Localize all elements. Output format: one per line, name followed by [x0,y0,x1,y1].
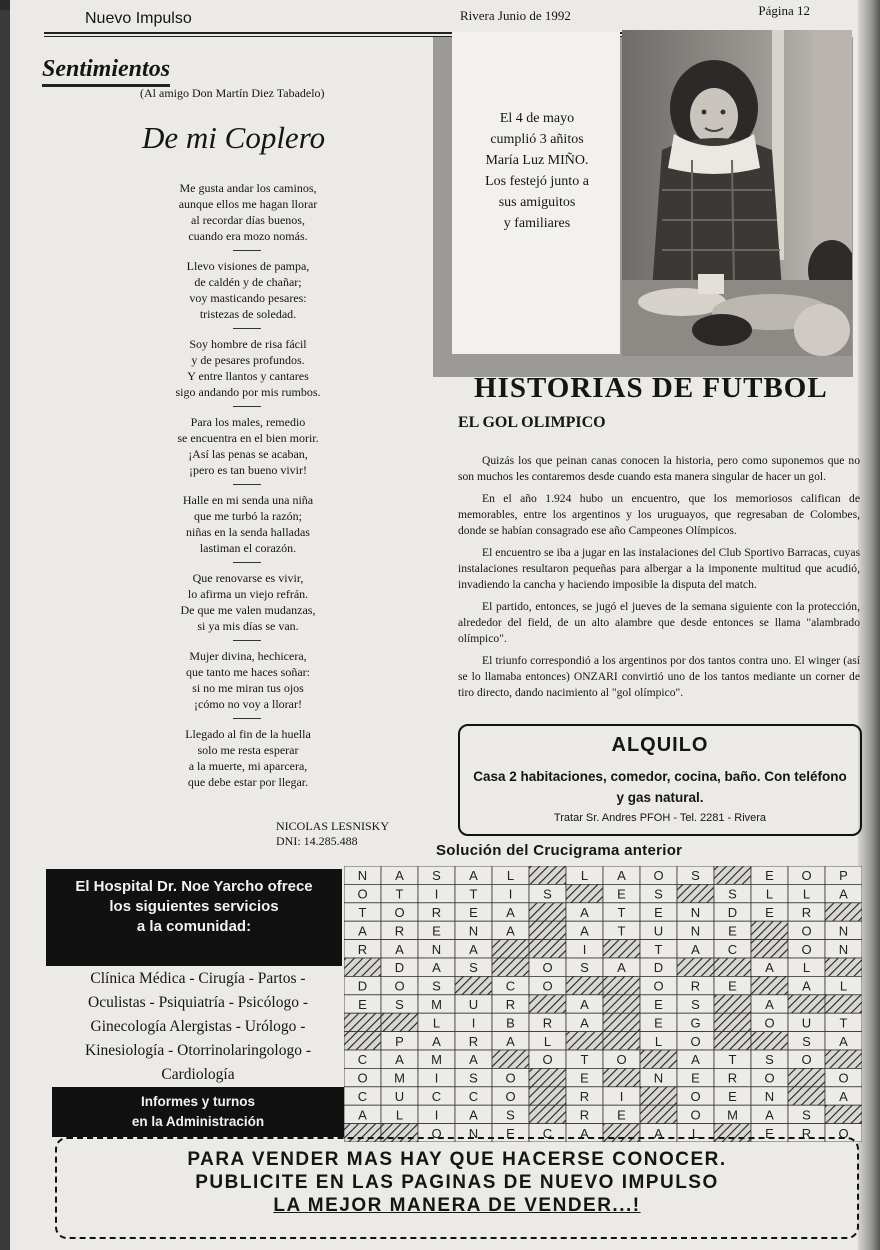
crossword-letter: I [434,886,439,902]
crossword-letter: A [395,1052,404,1068]
crossword-letter: R [801,905,812,920]
crossword-letter: E [728,978,737,994]
crossword-letter: S [469,960,478,976]
poem-line: sigo andando por mis rumbos. [175,385,321,399]
crossword-letter: E [765,868,774,884]
crossword-letter: A [432,960,441,976]
crossword-letter: U [801,1015,812,1031]
poem-dedication: (Al amigo Don Martín Diez Tabadelo) [140,86,325,100]
crossword-letter: A [691,1052,700,1068]
crossword-black-cell [788,995,825,1013]
crossword-letter: S [728,886,737,902]
crossword-letter: C [542,1125,553,1141]
crossword-black-cell [751,976,788,994]
crossword-letter: T [395,886,404,902]
poem-line: Me gusta andar los caminos, [179,181,317,195]
poem-line: Mujer divina, hechicera, [189,649,307,663]
birthday-line: Los festejó junto a [485,174,589,189]
poem-line: Y entre llantos y cantares [187,369,309,383]
crossword-letter: L [506,868,515,884]
poem-author [276,819,389,849]
crossword-letter: U [394,1089,405,1104]
crossword-black-cell [603,1013,640,1031]
crossword-black-cell [825,903,862,921]
crossword-letter: O [505,1089,516,1104]
crossword-black-cell [381,1013,418,1031]
poem-line: si ya mis días se van. [197,619,299,633]
hospital-service-line: Clínica Médica - Cirugía - Partos - [90,970,306,987]
crossword-black-cell [751,940,788,958]
crossword-letter: C [468,1089,479,1104]
crossword-letter: N [838,941,849,957]
crossword-black-cell [788,1068,825,1086]
crossword-letter: E [469,905,478,920]
crossword-letter: A [506,905,515,920]
crossword-letter: E [432,923,441,939]
crossword-letter: N [357,868,368,884]
author-dni: DNI: 14.285.488 [276,834,358,848]
crossword-letter: R [801,1125,812,1141]
poem-stanza [128,648,368,712]
crossword-letter: L [580,868,589,884]
birthday-text [462,108,612,234]
rental-contact: Tratar Sr. Andres PFOH - Tel. 2281 - Rivera [553,812,767,824]
crossword-letter: L [654,1033,663,1049]
crossword-letter: T [469,886,478,902]
crossword-letter: A [395,868,404,884]
crossword-letter: O [838,1125,849,1141]
hospital-service-line: Ginecología Alergistas - Urólogo - [90,1018,306,1035]
crossword-letter: A [469,941,478,957]
crossword-black-cell [529,866,566,884]
crossword-letter: M [431,1052,442,1068]
crossword-black-cell [529,940,566,958]
crossword-black-cell [677,884,714,902]
hospital-heading-box [46,869,342,966]
crossword-black-cell [825,1050,862,1068]
crossword-black-cell [751,1032,788,1050]
crossword-letter: A [617,868,626,884]
crossword-black-cell [603,995,640,1013]
poem-line: a la muerte, mi aparcera, [188,759,308,773]
crossword-letter: E [617,1107,626,1123]
crossword-letter: R [579,1089,590,1104]
crossword-letter: A [691,941,700,957]
crossword-letter: O [394,905,405,920]
crossword-letter: O [764,1015,775,1031]
crossword-black-cell [640,1087,677,1105]
crossword-black-cell [677,958,714,976]
crossword-letter: O [542,960,553,976]
birthday-line: cumplió 3 añitos [490,132,584,147]
crossword-letter: A [469,1052,478,1068]
newspaper-name: Nuevo Impulso [85,10,192,27]
poem-title: De mi Coplero [142,120,326,155]
article-paragraph: En el año 1.924 hubo un encuentro, que los memoriosos califican de memorables, entre los argentinos y los uruguayos, que regresaban de Colombes, donde se habían consagrado ese año Campeones Olímpicos. [458,492,860,537]
crossword-letter: A [506,923,515,939]
crossword-black-cell [529,1087,566,1105]
crossword-letter: C [431,1089,442,1104]
issue-date: Rivera Junio de 1992 [460,8,571,23]
hospital-service-line: Kinesiología - Otorrinolaringologo - [85,1042,311,1059]
crossword-letter: T [617,905,626,920]
crossword-letter: N [838,923,849,939]
poem-line: Llevo visiones de pampa, [186,259,310,273]
crossword-letter: E [654,905,663,920]
crossword-black-cell [455,976,492,994]
crossword-letter: S [432,868,441,884]
crossword-letter: I [471,1015,476,1031]
crossword-black-cell [566,1032,603,1050]
crossword-letter: E [765,905,774,920]
crossword-letter: A [839,1089,848,1104]
crossword-letter: N [431,941,442,957]
crossword-letter: A [432,1033,441,1049]
crossword-letter: N [468,1125,479,1141]
crossword-letter: S [802,1033,811,1049]
crossword-black-cell [529,903,566,921]
crossword-letter: I [619,1089,624,1104]
poem-line: ¡Así las penas se acaban, [188,447,308,461]
crossword-letter: L [691,1125,700,1141]
crossword-letter: S [506,1107,515,1123]
crossword-letter: D [653,960,664,976]
crossword-letter: S [802,1107,811,1123]
crossword-letter: S [691,997,700,1012]
crossword-letter: R [505,997,516,1012]
crossword-letter: D [357,978,368,994]
author-name: NICOLAS LESNISKY [276,819,390,833]
birthday-line: María Luz MIÑO. [485,153,589,168]
poem-stanza [128,258,368,322]
poem-line: Para los males, remedio [190,415,306,429]
crossword-letter: I [508,886,513,902]
hospital-service-line: Oculistas - Psiquiatría - Psicólogo - [88,994,308,1011]
rental-title: ALQUILO [611,734,709,756]
crossword-letter: A [395,941,404,957]
crossword-letter: A [580,1015,589,1031]
crossword-letter: C [727,941,738,957]
crossword-letter: O [690,1107,701,1123]
poem-line: ¡pero es tan bueno vivir! [189,463,307,477]
crossword-letter: A [654,1125,663,1141]
promo-line: PARA VENDER MAS HAY QUE HACERSE CONOCER. [187,1149,727,1170]
crossword-letter: C [357,1089,368,1104]
crossword-black-cell [714,1032,751,1050]
crossword-black-cell [825,958,862,976]
crossword-letter: D [394,960,405,976]
section-title: Sentimientos [42,56,170,87]
poem-line: Soy hombre de risa fácil [189,337,307,351]
crossword-black-cell [603,1068,640,1086]
poem-line: tristezas de soledad. [199,307,297,321]
crossword-letter: U [468,997,479,1012]
crossword-letter: A [765,1107,774,1123]
crossword-black-cell [529,995,566,1013]
football-title: HISTORIAS DE FUTBOL [474,372,828,404]
crossword-letter: C [357,1052,368,1068]
crossword-letter: I [434,1070,439,1086]
hospital-services [48,967,348,1087]
crossword-black-cell [529,1068,566,1086]
crossword-letter: A [802,978,811,994]
crossword-letter: G [690,1015,701,1031]
poem-line: lastiman el corazón. [199,541,297,555]
crossword-letter: I [434,1107,439,1123]
poem-line: cuando era mozo nomás. [188,229,308,243]
hospital-heading-line: los siguientes servicios [109,898,279,915]
crossword-letter: O [690,1033,701,1049]
poem-line: al recordar días buenos, [191,213,305,227]
crossword-letter: A [765,997,774,1012]
crossword-letter: T [654,941,663,957]
poem-line: Halle en mi senda una niña [182,493,314,507]
crossword-black-cell [640,1105,677,1123]
crossword-letter: T [358,905,367,920]
crossword-letter: B [506,1015,515,1031]
crossword-letter: E [580,1070,589,1086]
poem-line: aunque ellos me hagan llorar [178,197,318,211]
crossword-black-cell [603,1032,640,1050]
crossword-grid [344,866,862,1142]
poem-line: que tanto me haces soñar: [186,665,310,679]
poem-stanza [128,336,368,400]
promo-banner [55,1137,859,1239]
crossword-letter: O [801,868,812,884]
page-number: Página 12 [758,3,810,18]
crossword-letter: O [394,978,405,994]
article-paragraph: El partido, entonces, se jugó el jueves de la semana siguiente con la protección, alrededor del field, de un alto alambre que desde entonces se llama "alambrado olímpico". [458,600,860,645]
poem-stanza [128,570,368,634]
crossword-letter: S [432,978,441,994]
crossword-letter: C [505,978,516,994]
poem-line: ¡cómo no voy a llorar! [194,697,302,711]
crossword-letter: R [394,923,405,939]
crossword-letter: E [691,1070,700,1086]
poem-line: y de pesares profundos. [191,353,305,367]
poem-line: que me turbó la razón; [194,509,302,523]
crossword-black-cell [529,1105,566,1123]
crossword-letter: L [432,1015,441,1031]
crossword-black-cell [714,1013,751,1031]
crossword-black-cell [529,921,566,939]
crossword-title: Solución del Crucigrama anterior [436,842,683,859]
crossword-letter: A [580,997,589,1012]
promo-tagline: LA MEJOR MANERA DE VENDER...! [273,1195,641,1216]
hospital-info-box [52,1087,344,1137]
crossword-letter: E [728,923,737,939]
crossword-letter: L [839,978,848,994]
rental-ad [458,724,862,836]
crossword-letter: O [801,923,812,939]
crossword-black-cell [714,866,751,884]
crossword-letter: I [582,941,587,957]
crossword-letter: L [395,1107,404,1123]
birthday-photo [622,30,852,356]
birthday-line: El 4 de mayo [499,111,575,126]
poem-line: se encuentra en el bien morir. [177,431,319,445]
crossword-letter: R [579,1107,590,1123]
crossword-black-cell [566,976,603,994]
poem-stanza [128,414,368,478]
crossword-letter: S [395,997,404,1012]
crossword-letter: S [580,960,589,976]
crossword-letter: A [580,923,589,939]
crossword-letter: A [839,886,848,902]
crossword-letter: N [764,1089,775,1104]
crossword-letter: E [765,1125,774,1141]
page-header [75,3,845,30]
crossword-letter: A [580,905,589,920]
crossword-letter: O [357,1070,368,1086]
football-article [458,453,860,707]
crossword-letter: A [469,1107,478,1123]
article-paragraph: Quizás los que peinan canas conocen la historia, pero como suponemos que no son muchos les contaremos desde cuando esta manera singular de hacer un gol. [458,454,860,483]
crossword-black-cell [751,921,788,939]
crossword-letter: O [616,1052,627,1068]
crossword-letter: L [765,886,774,902]
crossword-letter: O [357,886,368,902]
crossword-letter: O [838,1070,849,1086]
crossword-letter: O [764,1070,775,1086]
crossword-letter: A [469,868,478,884]
article-paragraph: El encuentro se iba a jugar en las instalaciones del Club Sportivo Barracas, cuyas instalaciones resultaron pequeñas para albergar a la imponente multitud que acudió, invadiendo la cancha y haciendo imposible la disputa del match. [458,546,860,591]
crossword-letter: R [542,1015,553,1031]
crossword-black-cell [603,940,640,958]
crossword-letter: E [654,1015,663,1031]
crossword-letter: S [469,1070,478,1086]
crossword-letter: O [542,978,553,994]
crossword-letter: A [358,1107,367,1123]
rental-description: Casa 2 habitaciones, comedor, cocina, baño. Con teléfono y gas natural. [473,769,847,805]
promo-line: PUBLICITE EN LAS PAGINAS DE NUEVO IMPULSO [195,1172,719,1193]
crossword-letter: L [802,960,811,976]
article-paragraph: El triunfo correspondió a los argentinos por dos tantos contra uno. El winger (así se lo llamaba entonces) ONZARI convirtió uno de los tantos mediante un corner de tiro directo, dando nacimiento al "gol olímpico". [458,654,860,699]
crossword-letter: N [690,905,701,920]
crossword-letter: E [358,997,367,1012]
crossword-letter: M [727,1107,738,1123]
crossword-letter: A [506,1033,515,1049]
poem-line: que debe estar por llegar. [187,775,309,789]
crossword-letter: M [431,997,442,1012]
crossword-letter: P [395,1033,404,1049]
crossword-letter: T [617,923,626,939]
crossword-letter: T [839,1015,848,1031]
crossword-black-cell [825,995,862,1013]
crossword-black-cell [344,1032,381,1050]
crossword-letter: O [801,1052,812,1068]
crossword-letter: A [580,1125,589,1141]
crossword-letter: E [654,997,663,1012]
poem-line: Llegado al fin de la huella [185,727,311,741]
crossword-letter: N [468,923,479,939]
crossword-letter: O [690,1089,701,1104]
crossword-letter: O [431,1125,442,1141]
crossword-letter: T [728,1052,737,1068]
poem-line: lo afirma un viejo refrán. [187,587,309,601]
crossword-black-cell [344,1013,381,1031]
crossword-black-cell [714,958,751,976]
crossword-black-cell [788,1087,825,1105]
poem-line: Que renovarse es vivir, [192,571,304,585]
crossword-letter: R [357,941,368,957]
crossword-letter: N [653,1070,664,1086]
crossword-letter: D [727,905,738,920]
poem-stanza [128,492,368,556]
hospital-info-line: en la Administración [131,1114,265,1129]
crossword-letter: P [839,868,848,884]
poem-line: solo me resta esperar [197,743,299,757]
crossword-letter: M [394,1070,405,1086]
crossword-black-cell [714,995,751,1013]
crossword-black-cell [344,958,381,976]
crossword-letter: O [801,941,812,957]
crossword-black-cell [492,958,529,976]
crossword-letter: R [727,1070,738,1086]
crossword-letter: E [728,1089,737,1104]
crossword-letter: S [691,868,700,884]
crossword-letter: T [580,1052,589,1068]
poem-line: niñas en la senda halladas [186,525,310,539]
crossword-letter: L [543,1033,552,1049]
crossword-letter: E [506,1125,515,1141]
crossword-letter: L [802,886,811,902]
crossword-black-cell [492,1050,529,1068]
crossword-black-cell [603,976,640,994]
poem-line: si no me miran tus ojos [192,681,304,695]
hospital-heading-line: El Hospital Dr. Noe Yarcho ofrece [75,878,313,895]
crossword-letter: A [358,923,367,939]
poem-line: De que me valen mudanzas, [180,603,316,617]
poem-line: voy masticando pesares: [189,291,307,305]
poem-stanza [128,180,368,244]
crossword-letter: R [431,905,442,920]
crossword-black-cell [492,940,529,958]
hospital-heading-line: a la comunidad: [136,918,252,935]
crossword-letter: E [617,886,626,902]
crossword-letter: S [765,1052,774,1068]
crossword-letter: O [653,978,664,994]
crossword-black-cell [825,1105,862,1123]
crossword-letter: A [617,960,626,976]
poem-body [128,180,368,804]
crossword-letter: S [654,886,663,902]
crossword-letter: A [839,1033,848,1049]
football-subtitle: EL GOL OLIMPICO [458,414,606,431]
hospital-service-line: Cardiología [161,1066,235,1083]
crossword-letter: N [690,923,701,939]
crossword-letter: S [543,886,552,902]
birthday-line: y familiares [503,216,571,231]
crossword-letter: R [690,978,701,994]
birthday-line: sus amiguitos [498,195,576,210]
crossword-letter: U [653,923,664,939]
crossword-black-cell [640,1050,677,1068]
crossword-letter: A [765,960,774,976]
crossword-letter: O [542,1052,553,1068]
poem-line: de caldén y de chañar; [194,275,302,289]
poem-stanza [128,726,368,790]
crossword-letter: O [505,1070,516,1086]
crossword-black-cell [566,884,603,902]
hospital-info-line: Informes y turnos [140,1094,256,1109]
crossword-letter: R [468,1033,479,1049]
crossword-letter: O [653,868,664,884]
